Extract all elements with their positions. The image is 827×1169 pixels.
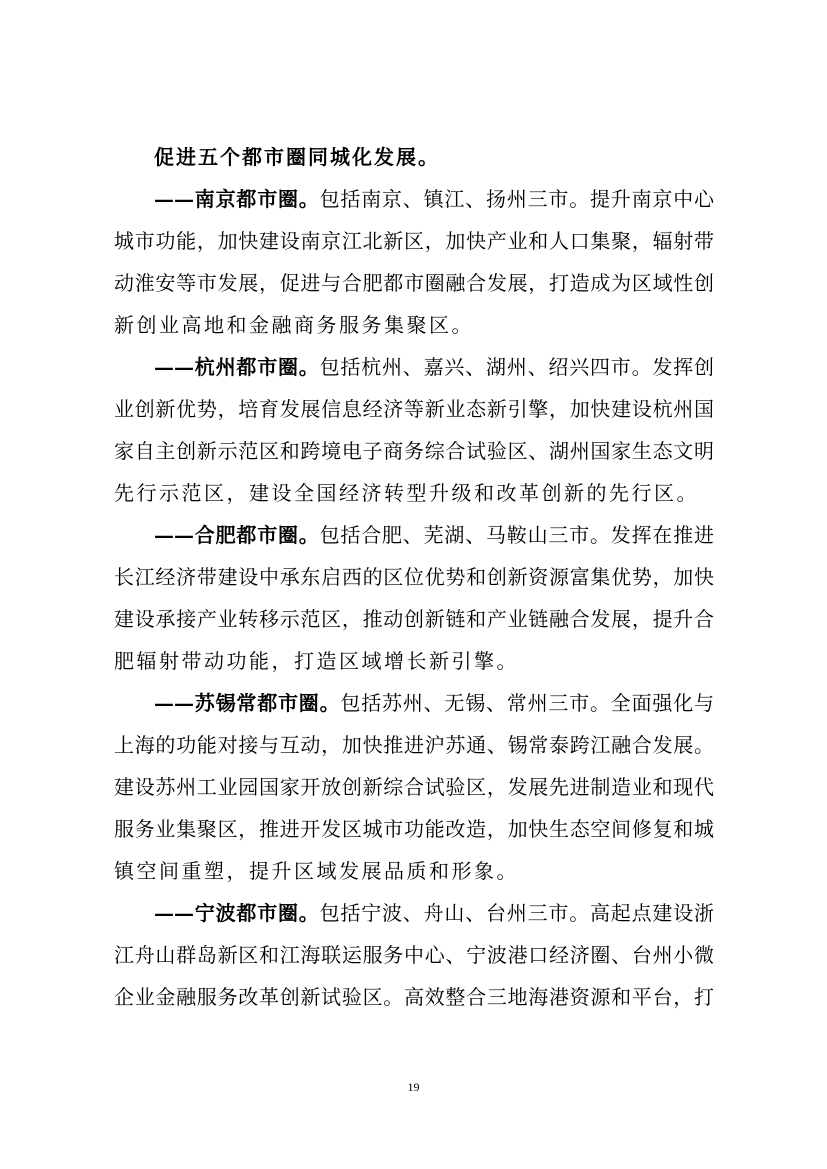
paragraph-line: 新创业高地和金融商务服务集聚区。 [114,313,474,337]
paragraph-line: 江舟山群岛新区和江海联运服务中心、宁波港口经济圈、台州小微 [114,943,714,967]
paragraph-line: 城市功能，加快建设南京江北新区，加快产业和人口集聚，辐射带 [114,229,714,253]
paragraph-line: 先行示范区，建设全国经济转型升级和改革创新的先行区。 [114,481,699,505]
line-text: 包括南京、镇江、扬州三市。提升南京中心 [319,187,715,211]
paragraph-line [154,179,714,219]
section-title-nanjing: ——南京都市圈。 [154,187,320,211]
line-text: 包括杭州、嘉兴、湖州、绍兴四市。发挥创 [319,355,715,379]
section-title-hefei: ——合肥都市圈。 [154,523,320,547]
line-text: 包括苏州、无锡、常州三市。全面强化与 [340,691,715,715]
section-title-hangzhou: ——杭州都市圈。 [154,355,320,379]
page-number: 19 [407,1080,420,1094]
paragraph-line: 家自主创新示范区和跨境电子商务综合试验区、湖州国家生态文明 [114,439,714,463]
paragraph-line [154,893,714,933]
paragraph-line [154,515,714,555]
paragraph-line [154,347,714,387]
paragraph-line: 动淮安等市发展，促进与合肥都市圈融合发展，打造成为区域性创 [114,271,714,295]
paragraph-line: 肥辐射带动功能，打造区域增长新引擎。 [114,649,519,673]
paragraph-line: 建设承接产业转移示范区，推动创新链和产业链融合发展，提升合 [114,607,714,631]
section-heading: 促进五个都市圈同城化发展。 [154,145,440,169]
paragraph-line [154,683,714,723]
paragraph-line: 建设苏州工业园国家开放创新综合试验区，发展先进制造业和现代 [114,775,714,799]
line-text: 包括合肥、芜湖、马鞍山三市。发挥在推进 [319,523,715,547]
paragraph-line: 长江经济带建设中承东启西的区位优势和创新资源富集优势，加快 [114,565,714,589]
paragraph-line: 上海的功能对接与互动，加快推进沪苏通、锡常泰跨江融合发展。 [114,733,714,757]
line-text: 包括宁波、舟山、台州三市。高起点建设浙 [319,901,715,925]
paragraph-line: 业创新优势，培育发展信息经济等新业态新引擎，加快建设杭州国 [114,397,714,421]
paragraph-line: 镇空间重塑，提升区域发展品质和形象。 [114,859,519,883]
paragraph-line: 企业金融服务改革创新试验区。高效整合三地海港资源和平台，打 [114,985,714,1009]
section-title-ningbo: ——宁波都市圈。 [154,901,320,925]
section-title-suxichang: ——苏锡常都市圈。 [154,691,341,715]
paragraph-line: 服务业集聚区，推进开发区城市功能改造，加快生态空间修复和城 [114,817,714,841]
